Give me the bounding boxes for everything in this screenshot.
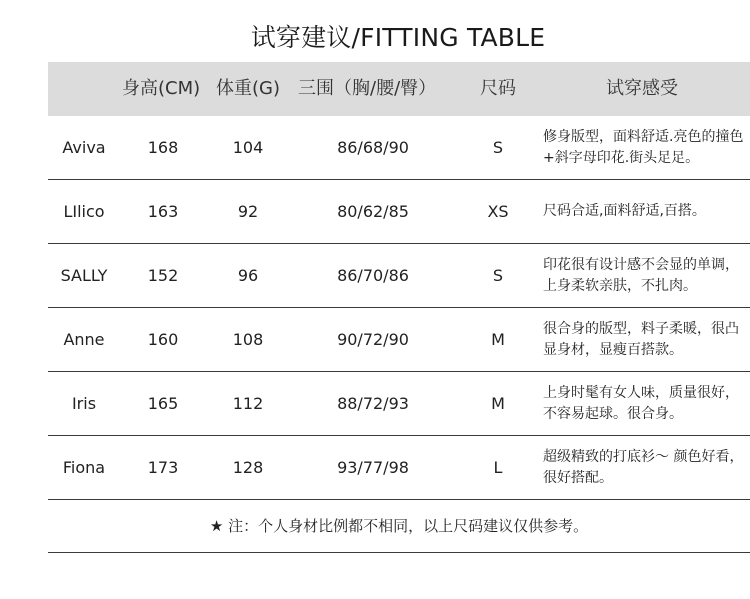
- cell-height: 165: [147, 394, 179, 413]
- cell-size: M: [491, 330, 505, 349]
- cell-height: 163: [147, 202, 179, 221]
- cell-name: Aviva: [62, 138, 106, 157]
- fitting-table: [48, 62, 750, 553]
- cell-measurements: 86/70/86: [337, 266, 409, 285]
- cell-measurements: 88/72/93: [337, 394, 409, 413]
- table-row: [48, 372, 750, 436]
- cell-weight: 92: [237, 202, 259, 221]
- header-weight: 体重(G): [216, 78, 280, 99]
- cell-measurements: 93/77/98: [337, 458, 409, 477]
- header-feedback: 试穿感受: [606, 78, 678, 99]
- page-title: 试穿建议/FITTING TABLE: [250, 23, 546, 52]
- table-row: [48, 436, 750, 500]
- header-height: 身高(CM): [122, 78, 201, 99]
- cell-feedback: 印花很有设计感不会显的单调，上身柔软亲肤，不扎肉。: [543, 256, 739, 294]
- cell-feedback: 修身版型，面料舒适.亮色的撞色+斜字母印花.街头足足。: [543, 128, 744, 166]
- table-row: [48, 116, 750, 180]
- cell-feedback: 超级精致的打底衫～ 颜色好看，很好搭配。: [543, 448, 744, 486]
- table-row: [48, 308, 750, 372]
- cell-height: 160: [147, 330, 179, 349]
- cell-name: Anne: [63, 330, 105, 349]
- header-size: 尺码: [480, 78, 516, 99]
- cell-size: S: [492, 138, 504, 157]
- cell-height: 173: [147, 458, 179, 477]
- cell-size: L: [493, 458, 503, 477]
- cell-feedback: 很合身的版型，料子柔暖，很凸显身材，显瘦百搭款。: [543, 320, 739, 358]
- cell-weight: 108: [232, 330, 264, 349]
- cell-weight: 128: [232, 458, 264, 477]
- cell-size: M: [491, 394, 505, 413]
- cell-name: LIlico: [63, 202, 105, 221]
- cell-weight: 104: [232, 138, 264, 157]
- cell-feedback: 上身时髦有女人味，质量很好，不容易起球。很合身。: [543, 384, 739, 422]
- table-row: [48, 244, 750, 308]
- cell-name: Fiona: [62, 458, 106, 477]
- table-header: [48, 62, 750, 116]
- header-measurements: 三围（胸/腰/臀）: [298, 78, 437, 99]
- footnote: ★ 注：个人身材比例都不相同，以上尺码建议仅供参考。: [209, 517, 589, 535]
- cell-weight: 112: [232, 394, 264, 413]
- cell-feedback: 尺码合适,面料舒适,百搭。: [543, 203, 706, 219]
- cell-weight: 96: [237, 266, 259, 285]
- cell-measurements: 80/62/85: [337, 202, 409, 221]
- table-footer: [48, 500, 750, 553]
- cell-name: SALLY: [60, 266, 108, 285]
- cell-height: 168: [147, 138, 179, 157]
- cell-height: 152: [147, 266, 179, 285]
- cell-size: XS: [487, 202, 509, 221]
- cell-measurements: 86/68/90: [337, 138, 409, 157]
- table-row: [48, 180, 750, 244]
- cell-name: Iris: [71, 394, 97, 413]
- cell-size: S: [492, 266, 504, 285]
- cell-measurements: 90/72/90: [337, 330, 409, 349]
